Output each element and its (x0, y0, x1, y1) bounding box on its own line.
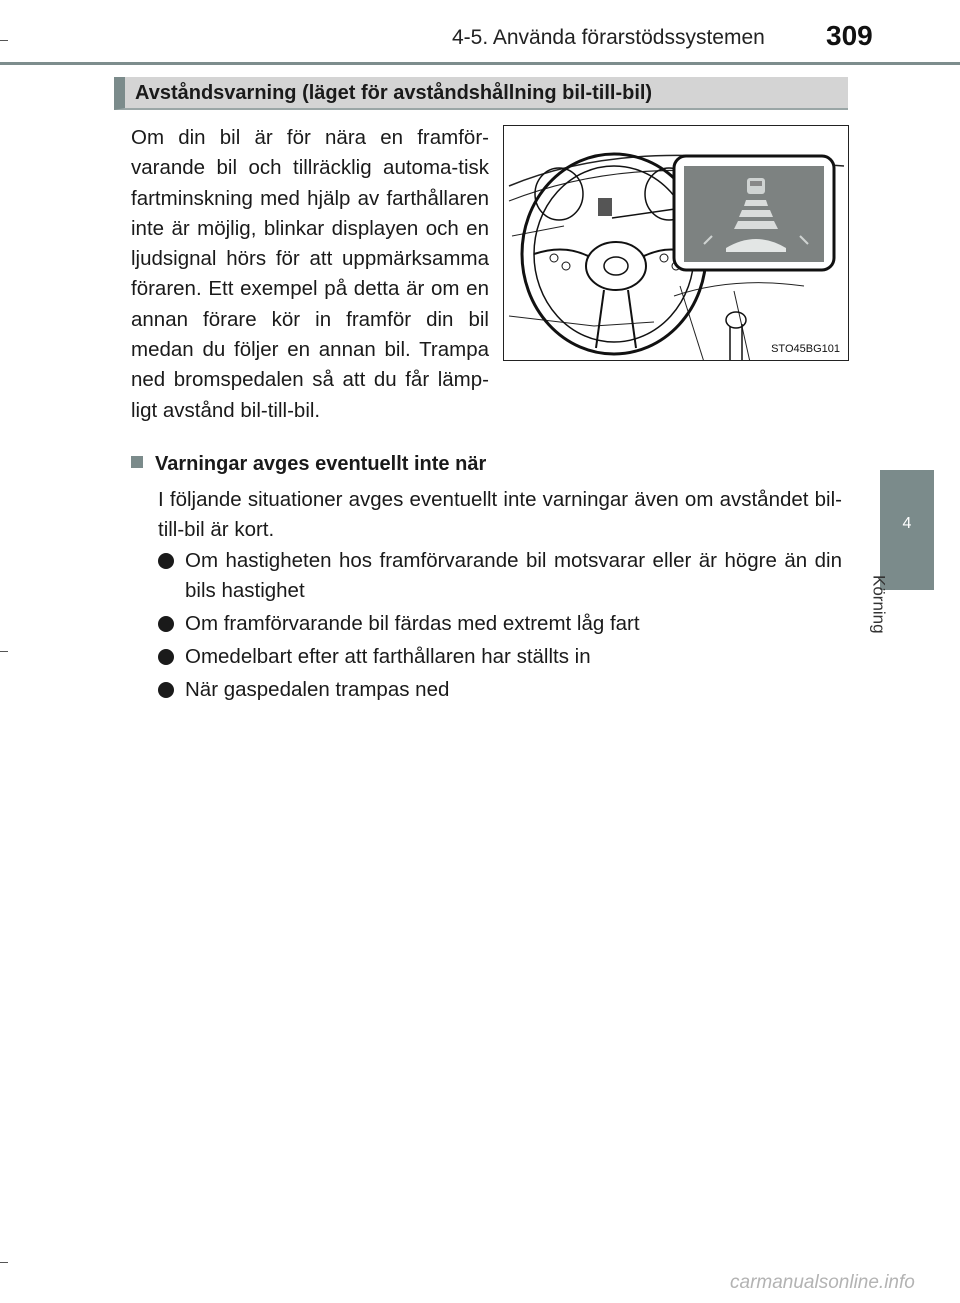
subsection-heading: Varningar avges eventuellt inte när (155, 453, 487, 475)
round-bullet-icon (158, 553, 174, 569)
round-bullet-icon (158, 649, 174, 665)
chapter-label-container (869, 575, 918, 655)
list-item (158, 675, 842, 705)
intro-paragraph: Om din bil är för nära en framför-varande bil och tillräcklig automa-tisk fartminskning med hjälp av farthållaren inte är möjlig, blinkar displayen och en ljudsignal hörs för att uppmärksamma föraren. Ett exempel på detta är om en annan förare kör in framför din bil medan du följer en annan bil. Trampa ned bromspedalen så att du får lämp-ligt avstånd bil-till-bil. (131, 126, 489, 422)
chapter-number: 4 (902, 515, 912, 532)
subsection-paragraph: I följande situationer avges eventuellt inte varningar även om avståndet bil-till-bil är kort. (158, 488, 842, 541)
section-heading: Avståndsvarning (läget för avståndshållning bil-till-bil) (135, 82, 653, 104)
list-item (158, 609, 842, 639)
list-item (158, 642, 842, 672)
crop-mark (0, 651, 8, 652)
bullet-list (158, 546, 842, 708)
crop-mark (0, 40, 8, 41)
bullet-text: Om hastigheten hos framförvarande bil motsvarar eller är högre än din bils hastighet (185, 549, 842, 602)
header-section-title: 4-5. Använda förarstödssystemen (452, 26, 765, 49)
figure (503, 125, 849, 361)
bullet-text: Om framförvarande bil färdas med extremt låg fart (185, 612, 640, 635)
bullet-text: När gaspedalen trampas ned (185, 678, 450, 701)
section-heading-bar (114, 77, 848, 110)
figure-code: STO45BG101 (771, 343, 840, 355)
subsection-heading-row (131, 453, 486, 476)
chapter-label: Körning (869, 575, 889, 634)
steering-wheel-distance-display-icon (504, 126, 849, 361)
round-bullet-icon (158, 616, 174, 632)
square-bullet-icon (131, 456, 143, 468)
watermark: carmanualsonline.info (730, 1272, 915, 1293)
header-rule (0, 62, 960, 65)
round-bullet-icon (158, 682, 174, 698)
crop-mark (0, 1262, 8, 1263)
bullet-text: Omedelbart efter att farthållaren har ställts in (185, 645, 591, 668)
list-item (158, 546, 842, 606)
page-number: 309 (826, 20, 873, 51)
